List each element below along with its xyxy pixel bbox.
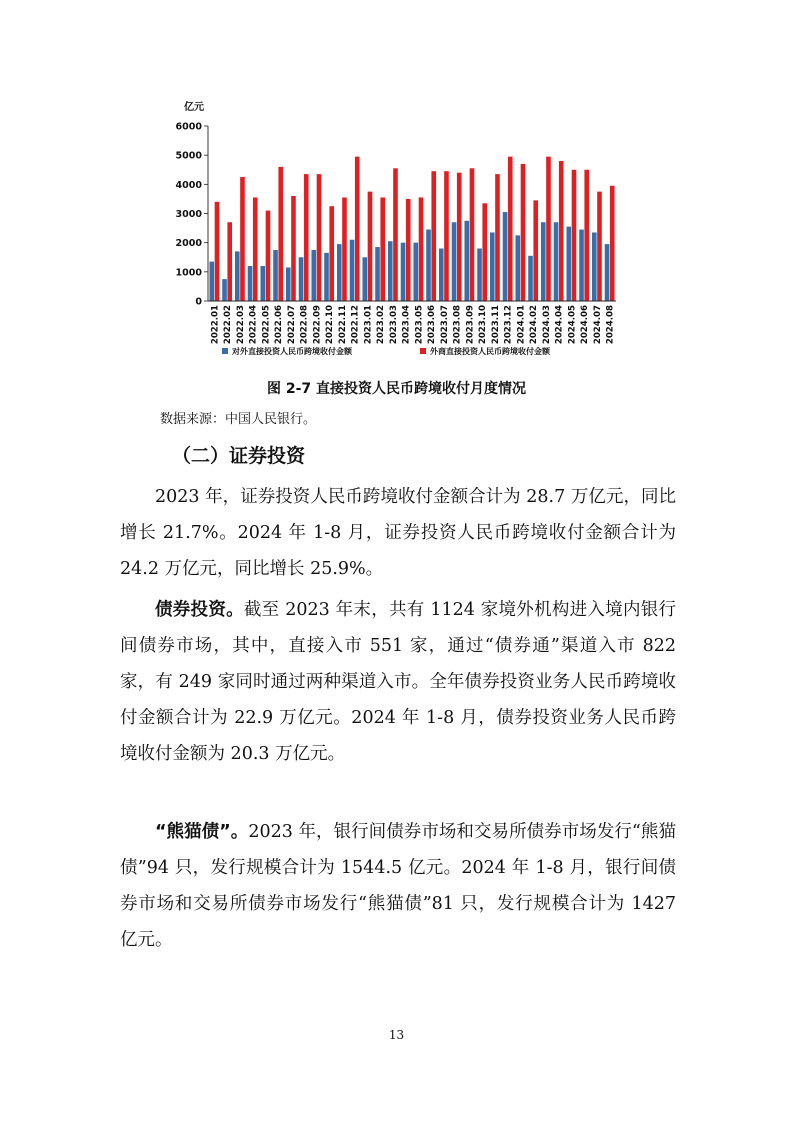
bar-outbound-odi xyxy=(286,267,291,301)
bar-outbound-odi xyxy=(299,257,304,301)
bar-inbound-fdi xyxy=(470,168,475,301)
bar-outbound-odi xyxy=(439,249,444,302)
x-tick-label: 2022.05 xyxy=(261,305,272,345)
y-tick-label: 2000 xyxy=(175,238,202,250)
y-tick-label: 4000 xyxy=(175,179,202,191)
bar-outbound-odi xyxy=(554,222,559,301)
bar-outbound-odi xyxy=(324,253,329,301)
paragraph-lead-bond: 债券投资。 xyxy=(155,600,244,620)
bar-outbound-odi xyxy=(375,247,380,301)
x-tick-label: 2022.12 xyxy=(350,305,361,345)
bar-outbound-odi xyxy=(260,266,265,301)
bar-inbound-fdi xyxy=(546,157,551,301)
section-heading: （二）证券投资 xyxy=(172,445,306,467)
bar-inbound-fdi xyxy=(610,186,615,301)
bar-outbound-odi xyxy=(311,250,316,301)
x-tick-label: 2023.07 xyxy=(439,305,450,345)
bar-inbound-fdi xyxy=(304,174,309,301)
bar-outbound-odi xyxy=(401,243,406,301)
bar-outbound-odi xyxy=(273,250,278,301)
bar-inbound-fdi xyxy=(406,199,411,301)
paragraph-lead-panda: “熊猫债”。 xyxy=(155,822,249,842)
x-tick-label: 2022.11 xyxy=(337,305,348,345)
bar-outbound-odi xyxy=(503,212,508,301)
bar-inbound-fdi xyxy=(317,174,322,301)
bar-inbound-fdi xyxy=(278,167,283,301)
x-tick-label: 2023.01 xyxy=(363,305,374,345)
paragraph-bond-investment xyxy=(120,592,676,772)
x-tick-label: 2023.04 xyxy=(401,305,412,345)
x-tick-label: 2024.05 xyxy=(567,305,578,345)
y-tick-label: 5000 xyxy=(175,150,202,162)
bar-inbound-fdi xyxy=(215,202,220,301)
bar-inbound-fdi xyxy=(431,171,436,301)
bar-outbound-odi xyxy=(566,227,571,301)
bar-inbound-fdi xyxy=(355,157,360,301)
y-tick-label: 6000 xyxy=(175,121,202,133)
x-tick-label: 2024.02 xyxy=(529,305,540,345)
bar-inbound-fdi xyxy=(342,197,347,301)
legend-label: 对外直接投资人民币跨境收付金额 xyxy=(232,347,352,356)
bar-inbound-fdi xyxy=(457,173,462,301)
bar-outbound-odi xyxy=(464,221,469,301)
x-tick-label: 2024.03 xyxy=(541,305,552,345)
bar-inbound-fdi xyxy=(444,171,449,301)
bar-inbound-fdi xyxy=(508,157,513,301)
x-tick-label: 2022.07 xyxy=(286,305,297,345)
x-tick-label: 2023.06 xyxy=(427,305,438,345)
data-source-note: 数据来源：中国人民银行。 xyxy=(160,412,317,427)
x-tick-label: 2023.08 xyxy=(452,305,463,345)
x-tick-label: 2023.02 xyxy=(376,305,387,345)
bar-outbound-odi xyxy=(388,241,393,301)
x-tick-label: 2022.03 xyxy=(235,305,246,345)
y-tick-label: 3000 xyxy=(175,209,202,220)
bar-inbound-fdi xyxy=(253,197,258,301)
x-tick-label: 2024.01 xyxy=(516,305,527,345)
bar-outbound-odi xyxy=(490,232,495,301)
x-tick-label: 2022.04 xyxy=(248,305,259,345)
page-number: 13 xyxy=(388,1028,405,1042)
bar-inbound-fdi xyxy=(393,168,398,301)
x-tick-label: 2023.12 xyxy=(503,305,514,345)
x-tick-label: 2023.03 xyxy=(388,305,399,345)
legend-swatch xyxy=(222,348,228,354)
bar-outbound-odi xyxy=(541,222,546,301)
x-tick-label: 2024.04 xyxy=(554,305,565,345)
figure-caption: 图 2-7 直接投资人民币跨境收付月度情况 xyxy=(266,381,527,397)
bar-inbound-fdi xyxy=(584,170,589,301)
bar-inbound-fdi xyxy=(368,192,373,301)
bar-inbound-fdi xyxy=(266,211,271,301)
bar-outbound-odi xyxy=(235,251,240,301)
x-tick-label: 2024.06 xyxy=(580,305,591,345)
x-tick-label: 2024.08 xyxy=(605,305,616,345)
bar-inbound-fdi xyxy=(291,196,296,301)
x-tick-label: 2024.07 xyxy=(592,305,603,345)
bar-inbound-fdi xyxy=(329,206,334,301)
x-tick-label: 2023.11 xyxy=(490,305,501,345)
paragraph-body-panda: 2023 年，银行间债券市场和交易所债券市场发行“熊猫债”94 只，发行规模合计为 1544.5 亿元。2024 年 1-8 月，银行间债券市场和交易所债券市场发行“熊猫债”81 只，发行规模合计为 1427 亿元。 xyxy=(120,822,676,950)
bar-inbound-fdi xyxy=(597,192,602,301)
bar-inbound-fdi xyxy=(533,200,538,301)
bar-outbound-odi xyxy=(605,244,610,301)
bar-outbound-odi xyxy=(579,230,584,301)
bar-outbound-odi xyxy=(413,243,418,301)
bar-outbound-odi xyxy=(592,232,597,301)
x-tick-label: 2022.01 xyxy=(210,305,221,345)
direct-investment-bar-chart xyxy=(150,96,630,368)
bar-outbound-odi xyxy=(426,230,431,301)
bar-outbound-odi xyxy=(362,257,367,301)
bar-inbound-fdi xyxy=(559,161,564,301)
x-tick-label: 2022.02 xyxy=(223,305,234,345)
y-tick-label: 0 xyxy=(195,296,202,308)
x-tick-label: 2023.10 xyxy=(478,305,489,345)
bar-outbound-odi xyxy=(337,244,342,301)
bar-outbound-odi xyxy=(477,249,482,302)
bar-outbound-odi xyxy=(222,279,227,301)
bar-inbound-fdi xyxy=(495,174,500,301)
x-tick-label: 2022.09 xyxy=(312,305,323,345)
bar-inbound-fdi xyxy=(482,203,487,301)
bar-inbound-fdi xyxy=(521,164,526,301)
y-axis-unit-label: 亿元 xyxy=(184,102,204,113)
paragraph-body-bond: 截至 2023 年末，共有 1124 家境外机构进入境内银行间债券市场，其中，直接入市 551 家，通过“债券通”渠道入市 822 家，有 249 家同时通过两种渠道入市。全年债券投资业务人民币跨境收付金额合计为 22.9 万亿元。2024 年 1-8 月，债券投资业务人民币跨境收付金额为 20.3 万亿元。 xyxy=(120,600,677,764)
bar-outbound-odi xyxy=(515,235,520,301)
bar-outbound-odi xyxy=(209,262,214,301)
bar-inbound-fdi xyxy=(419,197,424,301)
bar-inbound-fdi xyxy=(380,197,385,301)
paragraph-securities-summary: 2023 年，证券投资人民币跨境收付金额合计为 28.7 万亿元，同比增长 21.7%。2024 年 1-8 月，证券投资人民币跨境收付金额合计为 24.2 万亿元，同比增长 25.9%。 xyxy=(120,487,676,579)
legend-label: 外商直接投资人民币跨境收付金额 xyxy=(430,347,550,356)
x-tick-label: 2022.06 xyxy=(274,305,285,345)
bar-outbound-odi xyxy=(452,222,457,301)
x-tick-label: 2022.10 xyxy=(325,305,336,345)
bar-inbound-fdi xyxy=(572,170,577,301)
paragraph-panda-bonds xyxy=(120,814,676,958)
y-tick-label: 1000 xyxy=(175,267,202,279)
bar-outbound-odi xyxy=(248,266,253,301)
legend-swatch xyxy=(420,348,426,354)
bar-outbound-odi xyxy=(528,256,533,301)
bar-inbound-fdi xyxy=(227,222,232,301)
bar-inbound-fdi xyxy=(240,177,245,301)
x-tick-label: 2023.09 xyxy=(465,305,476,345)
bar-outbound-odi xyxy=(350,240,355,301)
x-tick-label: 2022.08 xyxy=(299,305,310,345)
x-tick-label: 2023.05 xyxy=(414,305,425,345)
